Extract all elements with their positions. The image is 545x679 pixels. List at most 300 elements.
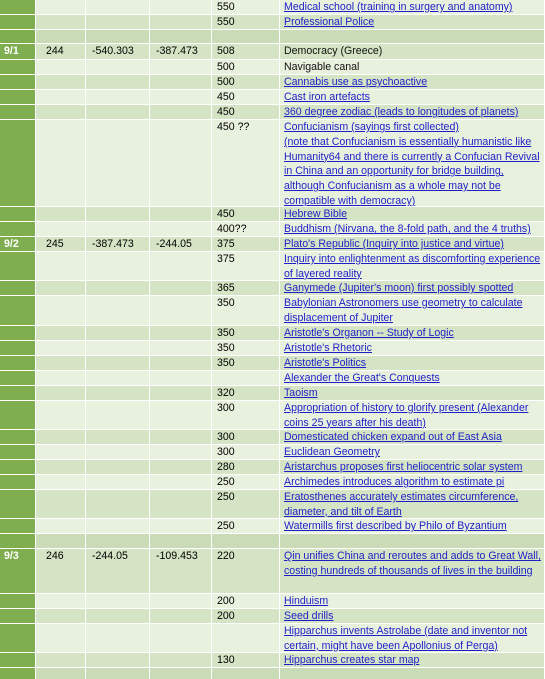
end-value-cell[interactable] <box>150 90 212 105</box>
year-cell[interactable] <box>212 668 280 679</box>
year-cell-text: 400?? <box>217 223 247 235</box>
index-cell[interactable] <box>36 222 86 237</box>
end-value-cell[interactable] <box>150 668 212 679</box>
event-link[interactable]: Hipparchus invents Astrolabe (date and inventor not certain, might have been Apollonius of Perga) <box>284 625 528 652</box>
year-cell[interactable] <box>212 401 280 430</box>
start-value-cell[interactable] <box>86 30 150 44</box>
event-link[interactable]: Taoism <box>284 387 318 399</box>
event-link[interactable]: Medical school (training in surgery and anatomy) <box>284 1 513 13</box>
year-cell[interactable] <box>212 490 280 519</box>
index-cell[interactable] <box>36 207 86 222</box>
year-cell-text: 550 <box>217 16 235 28</box>
year-cell[interactable] <box>212 460 280 475</box>
table-row <box>0 460 545 475</box>
index-cell[interactable] <box>36 371 86 386</box>
event-link[interactable]: Hipparchus creates star map <box>284 654 420 666</box>
row-label-cell[interactable] <box>0 356 36 371</box>
event-cell[interactable] <box>280 90 545 105</box>
end-value-cell[interactable] <box>150 534 212 549</box>
year-cell-text: 280 <box>217 461 235 473</box>
event-cell[interactable] <box>280 475 545 490</box>
table-row <box>0 44 545 60</box>
index-cell[interactable] <box>36 668 86 679</box>
year-cell[interactable] <box>212 445 280 460</box>
index-cell[interactable] <box>36 0 86 15</box>
start-value-cell[interactable] <box>86 326 150 341</box>
event-cell[interactable] <box>280 549 545 594</box>
event-cell[interactable] <box>280 609 545 624</box>
start-value-cell[interactable] <box>86 296 150 326</box>
event-cell[interactable] <box>280 430 545 445</box>
row-label-cell[interactable] <box>0 534 36 549</box>
year-cell-text: 500 <box>217 76 235 88</box>
row-label-cell[interactable] <box>0 386 36 401</box>
row-label-cell[interactable] <box>0 237 36 252</box>
year-cell-text: 200 <box>217 610 235 622</box>
year-cell[interactable] <box>212 653 280 668</box>
row-label-cell[interactable] <box>0 668 36 679</box>
event-link[interactable]: Aristotle's Organon -- Study of Logic <box>284 327 454 339</box>
table-row <box>0 401 545 430</box>
table-row <box>0 594 545 609</box>
year-cell[interactable] <box>212 44 280 60</box>
event-cell[interactable] <box>280 653 545 668</box>
index-cell[interactable] <box>36 594 86 609</box>
event-cell[interactable] <box>280 341 545 356</box>
table-row <box>0 668 545 679</box>
index-cell[interactable] <box>36 252 86 281</box>
event-link[interactable]: Hinduism <box>284 595 329 607</box>
table-row <box>0 519 545 534</box>
year-cell-text: 130 <box>217 654 235 666</box>
table-row <box>0 624 545 653</box>
row-label-cell[interactable] <box>0 341 36 356</box>
event-cell[interactable] <box>280 534 545 549</box>
index-cell[interactable] <box>36 44 86 60</box>
year-cell[interactable] <box>212 60 280 75</box>
start-value-cell[interactable] <box>86 653 150 668</box>
year-cell[interactable] <box>212 30 280 44</box>
event-link[interactable]: Alexander the Great's Conquests <box>284 372 440 384</box>
end-value-cell[interactable] <box>150 326 212 341</box>
row-label-cell[interactable] <box>0 30 36 44</box>
year-cell-text: 508 <box>217 45 235 57</box>
end-value-cell[interactable] <box>150 386 212 401</box>
start-value-cell[interactable] <box>86 430 150 445</box>
event-cell[interactable] <box>280 281 545 296</box>
end-value-cell[interactable] <box>150 75 212 90</box>
index-cell[interactable] <box>36 120 86 207</box>
table-row <box>0 326 545 341</box>
event-cell[interactable] <box>280 386 545 401</box>
year-cell-text: 450 <box>217 106 235 118</box>
year-cell[interactable] <box>212 341 280 356</box>
year-cell[interactable] <box>212 534 280 549</box>
event-text: Democracy (Greece) <box>284 45 383 57</box>
start-value-cell[interactable] <box>86 15 150 30</box>
year-cell[interactable] <box>212 326 280 341</box>
year-cell-text: 450 ?? <box>217 121 250 133</box>
start-value-cell[interactable] <box>86 371 150 386</box>
row-label-cell[interactable] <box>0 222 36 237</box>
index-cell[interactable] <box>36 281 86 296</box>
year-cell[interactable] <box>212 0 280 15</box>
event-link[interactable]: Euclidean Geometry <box>284 446 380 458</box>
index-cell[interactable] <box>36 609 86 624</box>
table-row <box>0 120 545 207</box>
index-cell[interactable] <box>36 460 86 475</box>
row-label-cell-text: 9/3 <box>4 550 19 562</box>
end-value-cell[interactable] <box>150 15 212 30</box>
table-row <box>0 609 545 624</box>
event-text: Navigable canal <box>284 61 360 73</box>
row-label-cell[interactable] <box>0 401 36 430</box>
event-cell[interactable] <box>280 30 545 44</box>
start-value-cell[interactable] <box>86 401 150 430</box>
year-cell[interactable] <box>212 356 280 371</box>
year-cell[interactable] <box>212 222 280 237</box>
index-cell-text: 246 <box>46 550 64 562</box>
row-label-cell[interactable] <box>0 60 36 75</box>
table-row <box>0 15 545 30</box>
event-link[interactable]: Domesticated chicken expand out of East Asia <box>284 431 502 443</box>
start-value-cell-text: -244.05 <box>92 550 128 562</box>
index-cell[interactable] <box>36 519 86 534</box>
table-row <box>0 386 545 401</box>
event-link[interactable]: Confucianism (sayings first collected) <box>284 121 459 133</box>
end-value-cell[interactable] <box>150 341 212 356</box>
event-link[interactable]: Cannabis use as psychoactive <box>284 76 428 88</box>
end-value-cell[interactable] <box>150 490 212 519</box>
start-value-cell-text: -540.303 <box>92 45 134 57</box>
event-cell[interactable] <box>280 296 545 326</box>
year-cell[interactable] <box>212 594 280 609</box>
end-value-cell[interactable] <box>150 120 212 207</box>
end-value-cell[interactable] <box>150 222 212 237</box>
row-label-cell-text: 9/2 <box>4 238 19 250</box>
row-label-cell[interactable] <box>0 371 36 386</box>
start-value-cell[interactable] <box>86 237 150 252</box>
event-cell[interactable] <box>280 75 545 90</box>
table-row <box>0 475 545 490</box>
end-value-cell[interactable] <box>150 44 212 60</box>
event-link[interactable]: Aristotle's Politics <box>284 357 367 369</box>
end-value-cell[interactable] <box>150 609 212 624</box>
start-value-cell[interactable] <box>86 281 150 296</box>
index-cell[interactable] <box>36 30 86 44</box>
start-value-cell[interactable] <box>86 386 150 401</box>
row-label-cell[interactable] <box>0 549 36 594</box>
year-cell[interactable] <box>212 237 280 252</box>
event-link[interactable]: Cast iron artefacts <box>284 91 370 103</box>
table-row <box>0 341 545 356</box>
event-link[interactable]: Eratosthenes accurately estimates circumference, diameter, and tilt of Earth <box>284 491 519 518</box>
event-cell[interactable] <box>280 237 545 252</box>
end-value-cell[interactable] <box>150 549 212 594</box>
start-value-cell[interactable] <box>86 668 150 679</box>
table-row <box>0 445 545 460</box>
index-cell[interactable] <box>36 90 86 105</box>
end-value-cell[interactable] <box>150 401 212 430</box>
year-cell-text: 250 <box>217 520 235 532</box>
index-cell[interactable] <box>36 445 86 460</box>
start-value-cell[interactable] <box>86 222 150 237</box>
index-cell[interactable] <box>36 326 86 341</box>
end-value-cell[interactable] <box>150 237 212 252</box>
row-label-cell[interactable] <box>0 445 36 460</box>
index-cell[interactable] <box>36 356 86 371</box>
start-value-cell[interactable] <box>86 445 150 460</box>
event-cell[interactable] <box>280 222 545 237</box>
event-note-link[interactable]: (note that Confucianism is essentially humanistic like Humanity64 and there is currently a Confucian Revival in China and an opportunity for bridge building, although Confucianism as a whole may not be compatible with democracy) <box>284 135 540 207</box>
start-value-cell[interactable] <box>86 356 150 371</box>
end-value-cell[interactable] <box>150 594 212 609</box>
table-row <box>0 222 545 237</box>
row-label-cell[interactable] <box>0 460 36 475</box>
year-cell-text: 220 <box>217 550 235 562</box>
start-value-cell[interactable] <box>86 549 150 594</box>
year-cell[interactable] <box>212 549 280 594</box>
start-value-cell[interactable] <box>86 75 150 90</box>
index-cell[interactable] <box>36 60 86 75</box>
year-cell-text: 365 <box>217 282 235 294</box>
row-label-cell[interactable] <box>0 490 36 519</box>
row-label-cell[interactable] <box>0 120 36 207</box>
end-value-cell-text: -244.05 <box>156 238 192 250</box>
start-value-cell[interactable] <box>86 594 150 609</box>
year-cell-text: 500 <box>217 61 235 73</box>
end-value-cell[interactable] <box>150 445 212 460</box>
row-label-cell[interactable] <box>0 44 36 60</box>
start-value-cell[interactable] <box>86 0 150 15</box>
table-row <box>0 207 545 222</box>
row-label-cell[interactable] <box>0 281 36 296</box>
year-cell[interactable] <box>212 386 280 401</box>
year-cell[interactable] <box>212 207 280 222</box>
end-value-cell-text: -109.453 <box>156 550 198 562</box>
year-cell[interactable] <box>212 296 280 326</box>
event-link[interactable]: Seed drills <box>284 610 334 622</box>
row-label-cell[interactable] <box>0 519 36 534</box>
index-cell[interactable] <box>36 75 86 90</box>
end-value-cell[interactable] <box>150 430 212 445</box>
index-cell[interactable] <box>36 475 86 490</box>
start-value-cell[interactable] <box>86 207 150 222</box>
start-value-cell[interactable] <box>86 460 150 475</box>
start-value-cell[interactable] <box>86 519 150 534</box>
start-value-cell[interactable] <box>86 534 150 549</box>
event-link[interactable]: Buddhism (Nirvana, the 8-fold path, and the 4 truths) <box>284 223 531 235</box>
end-value-cell[interactable] <box>150 624 212 653</box>
index-cell[interactable] <box>36 105 86 120</box>
event-cell[interactable] <box>280 15 545 30</box>
table-row <box>0 0 545 15</box>
index-cell[interactable] <box>36 401 86 430</box>
event-link[interactable]: Ganymede (Jupiter's moon) first possibly spotted <box>284 282 514 294</box>
table-row <box>0 252 545 281</box>
event-link[interactable]: Archimedes introduces algorithm to estimate pi <box>284 476 505 488</box>
year-cell[interactable] <box>212 105 280 120</box>
event-cell[interactable] <box>280 624 545 653</box>
row-label-cell[interactable] <box>0 609 36 624</box>
year-cell[interactable] <box>212 90 280 105</box>
row-label-cell[interactable] <box>0 594 36 609</box>
row-label-cell-text: 9/1 <box>4 45 19 57</box>
year-cell-text: 550 <box>217 1 235 13</box>
event-cell[interactable] <box>280 356 545 371</box>
event-link[interactable]: Hebrew Bible <box>284 208 348 220</box>
index-cell[interactable] <box>36 296 86 326</box>
year-cell[interactable] <box>212 120 280 207</box>
table-row <box>0 653 545 668</box>
event-cell[interactable] <box>280 668 545 679</box>
year-cell-text: 320 <box>217 387 235 399</box>
table-row <box>0 90 545 105</box>
event-cell[interactable] <box>280 207 545 222</box>
year-cell[interactable] <box>212 15 280 30</box>
event-link[interactable]: Qin unifies China and reroutes and adds to Great Wall, costing hundreds of thousands of lives in the building <box>284 550 541 577</box>
end-value-cell[interactable] <box>150 30 212 44</box>
start-value-cell[interactable] <box>86 44 150 60</box>
end-value-cell[interactable] <box>150 105 212 120</box>
year-cell[interactable] <box>212 475 280 490</box>
table-row <box>0 356 545 371</box>
event-cell[interactable] <box>280 120 545 207</box>
year-cell-text: 350 <box>217 297 235 309</box>
event-cell[interactable] <box>280 460 545 475</box>
start-value-cell[interactable] <box>86 341 150 356</box>
end-value-cell[interactable] <box>150 207 212 222</box>
index-cell[interactable] <box>36 624 86 653</box>
event-link[interactable]: Appropriation of history to glorify present (Alexander coins 25 years after his death) <box>284 402 529 429</box>
event-cell[interactable] <box>280 105 545 120</box>
row-label-cell[interactable] <box>0 105 36 120</box>
table-row <box>0 105 545 120</box>
event-cell[interactable] <box>280 326 545 341</box>
event-link[interactable]: Babylonian Astronomers use geometry to calculate displacement of Jupiter <box>284 297 523 324</box>
row-label-cell[interactable] <box>0 326 36 341</box>
event-cell[interactable] <box>280 519 545 534</box>
table-row <box>0 30 545 44</box>
event-link[interactable]: Aristarchus proposes first heliocentric solar system <box>284 461 523 473</box>
event-cell[interactable] <box>280 0 545 15</box>
end-value-cell[interactable] <box>150 356 212 371</box>
table-row <box>0 490 545 519</box>
row-label-cell[interactable] <box>0 475 36 490</box>
index-cell[interactable] <box>36 534 86 549</box>
index-cell[interactable] <box>36 549 86 594</box>
event-cell[interactable] <box>280 594 545 609</box>
row-label-cell[interactable] <box>0 252 36 281</box>
end-value-cell[interactable] <box>150 60 212 75</box>
index-cell-text: 245 <box>46 238 64 250</box>
row-label-cell[interactable] <box>0 624 36 653</box>
year-cell-text: 300 <box>217 402 235 414</box>
start-value-cell[interactable] <box>86 490 150 519</box>
event-cell[interactable] <box>280 44 545 60</box>
end-value-cell[interactable] <box>150 653 212 668</box>
year-cell[interactable] <box>212 252 280 281</box>
end-value-cell[interactable] <box>150 519 212 534</box>
start-value-cell[interactable] <box>86 120 150 207</box>
start-value-cell[interactable] <box>86 90 150 105</box>
event-cell[interactable] <box>280 490 545 519</box>
end-value-cell[interactable] <box>150 281 212 296</box>
start-value-cell[interactable] <box>86 624 150 653</box>
year-cell-text: 300 <box>217 431 235 443</box>
start-value-cell[interactable] <box>86 252 150 281</box>
end-value-cell[interactable] <box>150 0 212 15</box>
year-cell[interactable] <box>212 519 280 534</box>
year-cell[interactable] <box>212 624 280 653</box>
year-cell-text: 250 <box>217 476 235 488</box>
year-cell-text: 450 <box>217 208 235 220</box>
row-label-cell[interactable] <box>0 653 36 668</box>
year-cell[interactable] <box>212 281 280 296</box>
year-cell[interactable] <box>212 75 280 90</box>
year-cell[interactable] <box>212 430 280 445</box>
index-cell[interactable] <box>36 237 86 252</box>
event-link[interactable]: Watermills first described by Philo of Byzantium <box>284 520 507 532</box>
row-label-cell[interactable] <box>0 15 36 30</box>
index-cell[interactable] <box>36 653 86 668</box>
row-label-cell[interactable] <box>0 430 36 445</box>
event-cell[interactable] <box>280 60 545 75</box>
event-cell[interactable] <box>280 401 545 430</box>
year-cell-text: 250 <box>217 491 235 503</box>
event-link[interactable]: Plato's Republic (Inquiry into justice and virtue) <box>284 238 504 250</box>
table-row <box>0 60 545 75</box>
end-value-cell[interactable] <box>150 252 212 281</box>
end-value-cell[interactable] <box>150 296 212 326</box>
end-value-cell[interactable] <box>150 460 212 475</box>
year-cell[interactable] <box>212 609 280 624</box>
index-cell[interactable] <box>36 341 86 356</box>
event-cell[interactable] <box>280 371 545 386</box>
row-label-cell[interactable] <box>0 90 36 105</box>
index-cell[interactable] <box>36 430 86 445</box>
event-link[interactable]: Inquiry into enlightenment as discomforting experience of layered reality <box>284 253 541 280</box>
index-cell[interactable] <box>36 490 86 519</box>
event-cell[interactable] <box>280 252 545 281</box>
end-value-cell[interactable] <box>150 371 212 386</box>
index-cell-text: 244 <box>46 45 64 57</box>
start-value-cell[interactable] <box>86 609 150 624</box>
year-cell-text: 350 <box>217 357 235 369</box>
row-label-cell[interactable] <box>0 0 36 15</box>
year-cell-text: 300 <box>217 446 235 458</box>
start-value-cell[interactable] <box>86 60 150 75</box>
start-value-cell[interactable] <box>86 475 150 490</box>
end-value-cell-text: -387.473 <box>156 45 198 57</box>
year-cell-text: 200 <box>217 595 235 607</box>
event-cell[interactable] <box>280 445 545 460</box>
row-label-cell[interactable] <box>0 296 36 326</box>
table-row <box>0 549 545 594</box>
table-row <box>0 534 545 549</box>
event-link[interactable]: Aristotle's Rhetoric <box>284 342 372 354</box>
event-link[interactable]: 360 degree zodiac (leads to longitudes of planets) <box>284 106 519 118</box>
row-label-cell[interactable] <box>0 207 36 222</box>
index-cell[interactable] <box>36 386 86 401</box>
start-value-cell[interactable] <box>86 105 150 120</box>
table-row <box>0 296 545 326</box>
row-label-cell[interactable] <box>0 75 36 90</box>
index-cell[interactable] <box>36 15 86 30</box>
event-link[interactable]: Professional Police <box>284 16 375 28</box>
year-cell[interactable] <box>212 371 280 386</box>
end-value-cell[interactable] <box>150 475 212 490</box>
